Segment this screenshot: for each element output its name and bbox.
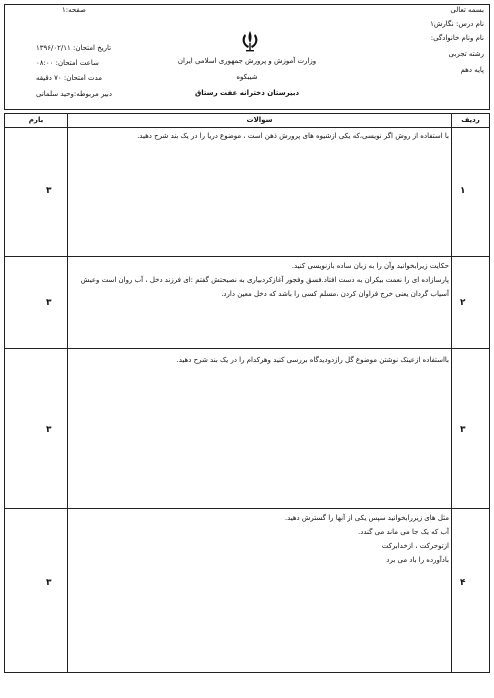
iran-emblem-icon bbox=[236, 29, 264, 53]
exam-time-label: ساعت امتحان: ۰۸:۰۰ bbox=[36, 59, 99, 67]
bismillah-text: بسمه تعالی bbox=[450, 6, 484, 14]
question-number: ۴ bbox=[460, 578, 466, 588]
question-text-line: پارسازاده ای را نعمت بیکران به دست افتاد.فسق وفجور آغازکردبیاری به نصیحتش گفتم :ای فرزند دخل ، آب روان است وعیش bbox=[80, 276, 449, 284]
question-text-line: ازتوحرکت ، ازخدابرکت bbox=[381, 542, 449, 550]
region-text: شیبکوه bbox=[236, 73, 258, 81]
question-number: ۲ bbox=[460, 298, 466, 308]
page-number-label: صفحه:۱ bbox=[62, 6, 86, 14]
question-score: ۳ bbox=[46, 578, 52, 588]
col-header-questions: سوالات bbox=[246, 116, 273, 124]
col-header-row: ردیف bbox=[461, 116, 480, 124]
question-text-line: بااستفاده ازعینک نوشتن موضوع گل رازدودیدگاه بررسی کنید وهرکدام را در یک بند شرح دهید. bbox=[176, 356, 449, 364]
question-number: ۳ bbox=[460, 425, 466, 435]
ministry-text: وزارت آموزش و پرورش جمهوری اسلامی ایران bbox=[177, 57, 317, 65]
field-label: رشته تجربی bbox=[448, 50, 484, 58]
question-score: ۳ bbox=[46, 298, 52, 308]
question-text-line: مثل های زیررابخوانید سپس یکی از آنها را گسترش دهید. bbox=[284, 514, 449, 522]
subject-label: نام درس: نگارش۱ bbox=[430, 20, 484, 28]
grade-label: پایه دهم bbox=[460, 66, 484, 74]
row-divider-1 bbox=[4, 256, 490, 257]
exam-date-label: تاریخ امتحان: ۱۳۹۶/۰۲/۱۱ bbox=[36, 44, 112, 52]
col-header-score: بارم bbox=[28, 116, 44, 124]
questions-table bbox=[4, 113, 490, 673]
question-text-line: بادآورده را باد می برد bbox=[386, 556, 449, 564]
question-number: ۱ bbox=[460, 186, 466, 196]
row-divider-2 bbox=[4, 348, 490, 349]
question-score: ۳ bbox=[46, 425, 52, 435]
col-divider-score bbox=[67, 113, 68, 673]
question-text-line: آب که یک جا می ماند می گندد. bbox=[357, 528, 449, 536]
school-text: دبیرستان دخترانه عفت رستاق bbox=[194, 89, 300, 97]
question-text-line: حکایت زیرابخوانید وآن را به زبان ساده بازنویسی کنید. bbox=[291, 262, 449, 270]
question-text-line: با استفاده از روش اگر نویسی،که یکی ازشیوه های پرورش ذهن است ، موضوع دریا را در یک بند شرح دهید. bbox=[137, 132, 449, 140]
teacher-label: دبیر مربوطه:وحید سلمانی bbox=[36, 90, 112, 98]
table-header-divider bbox=[4, 127, 490, 128]
student-name-label: نام ونام خانوادگی: bbox=[430, 34, 484, 42]
col-divider-number bbox=[451, 113, 452, 673]
question-score: ۳ bbox=[46, 186, 52, 196]
row-divider-3 bbox=[4, 508, 490, 509]
exam-duration-label: مدت امتحان: ۷۰ دقیقه bbox=[36, 74, 103, 82]
question-text-line: آسیاب گردان یعنی خرج فراوان کردن ،مسلم کسی را باشد که دخل معین دارد. bbox=[221, 290, 449, 298]
